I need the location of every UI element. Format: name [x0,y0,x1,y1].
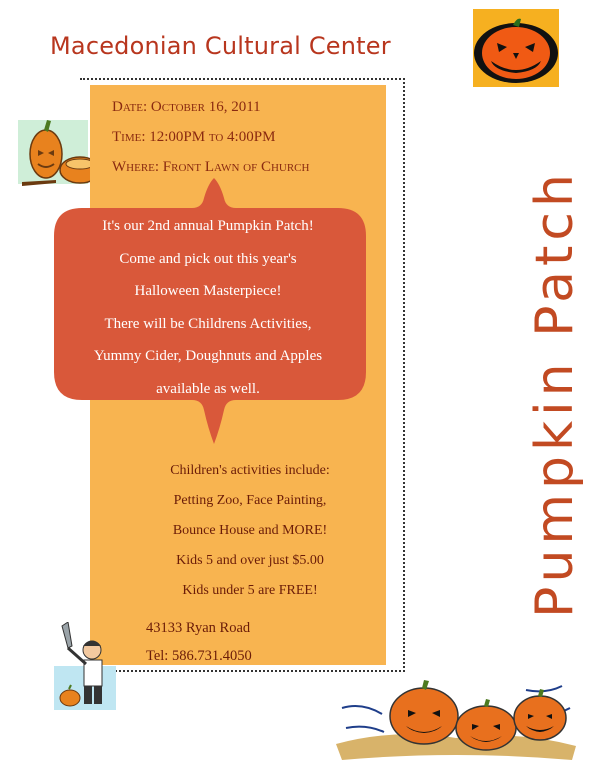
announcement-line: It's our 2nd annual Pumpkin Patch! [102,218,314,234]
announcement-text [52,210,364,405]
event-location: Where: Front Lawn of Church [112,159,310,175]
kids-line: Bounce House and MORE! [172,523,328,538]
kids-line: Kids 5 and over just $5.00 [176,553,324,568]
phone: Tel: 586.731.4050 [146,648,252,664]
kids-activities [140,456,360,606]
address: 43133 Ryan Road [146,620,251,636]
person-carving-pumpkin-icon [54,622,120,710]
jack-o-lanterns-in-hay-icon [336,668,576,764]
event-date: Date: October 16, 2011 [112,99,261,115]
event-time: Time: 12:00PM to 4:00PM [112,129,276,145]
announcement-line: Halloween Masterpiece! [134,283,282,299]
side-title: Pumpkin Patch [525,169,585,618]
jack-o-lantern-icon [473,9,559,87]
kids-line: Children's activities include: [170,463,330,478]
kids-line: Petting Zoo, Face Painting, [173,493,327,508]
announcement-line: Come and pick out this year's [119,250,297,267]
kids-line: Kids under 5 are FREE! [182,583,318,598]
announcement-line: There will be Childrens Activities, [104,315,312,332]
event-details [112,92,392,182]
announcement-line: available as well. [156,380,260,397]
announcement-line: Yummy Cider, Doughnuts and Apples [93,348,323,364]
contact-info [146,614,346,670]
page-title: Macedonian Cultural Center [50,32,391,60]
